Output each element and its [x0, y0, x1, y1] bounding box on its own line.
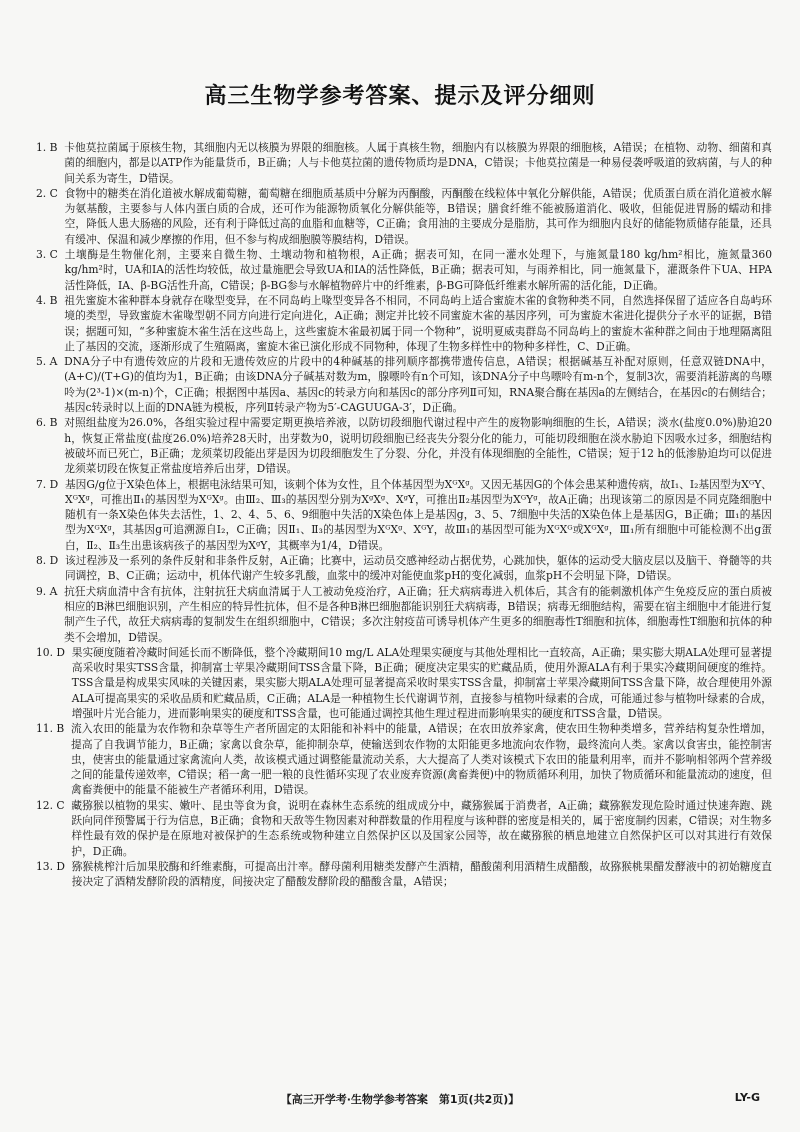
answer-explanation: 卡他莫拉菌属于原核生物，其细胞内无以核膜为界限的细胞核。人属于真核生物，细胞内有以核膜为界限的细胞核，A错误；在植物、动物、细菌和真菌的细胞内，都是以ATP作为能量货币，B正确；人与卡他莫拉菌的遗传物质均是DNA，C错误；卡他莫拉菌是一种易侵袭呼吸道的致病菌，与人的种间关系为寄生，D错误。: [64, 141, 772, 185]
answer-explanation: 猕猴桃榨汁后加果胶酶和纤维素酶，可提高出汁率。酵母菌利用糖类发酵产生酒精，醋酸菌利用酒精生成醋酸，故猕猴桃果醋发酵液中的初始糖度直接决定了酒精发酵阶段的酒精度，间接决定了醋酸发酵阶段的醋酸含量，A错误；: [71, 859, 772, 889]
answer-item: [36, 859, 772, 890]
answer-item: [36, 645, 772, 721]
answer-number: 7. D: [36, 477, 65, 491]
answer-item: [36, 140, 772, 186]
answer-item: [36, 584, 772, 645]
answer-explanation: 对照组盐度为26.0%，各组实验过程中需要定期更换培养液，以防切段细胞代谢过程中产生的废物影响细胞的生长，A错误；淡水(盐度0.0%)胁迫20 h，恢复正常盐度(盐度26.0%)培养28天时，出芽数为0，说明切段细胞已经丧失分裂分化的能力，可能切段细胞在淡水胁迫下因吸水过多，细胞结构被破坏而已死亡，B正确；龙须菜切段能出芽是因为切段细胞发生了分裂、分化，并没有体现细胞的全能性，C错误；短于12 h的低渗胁迫均可以促进龙须菜切段在恢复正常盐度培养后出芽，D错误。: [64, 416, 772, 476]
answer-explanation: 该过程涉及一系列的条件反射和非条件反射，A正确；比赛中，运动员交感神经动占据优势，心跳加快，躯体的运动受大脑皮层以及脑干、脊髓等的共同调控，B、C正确；运动中，机体代谢产生较多乳酸，血浆中的缓冲对能使血浆pH的变化减弱，血浆pH不会明显下降，D错误。: [64, 554, 772, 583]
answer-explanation: 食物中的糖类在消化道被水解成葡萄糖，葡萄糖在细胞质基质中分解为丙酮酸，丙酮酸在线粒体中氧化分解供能，A错误；优质蛋白质在消化道被水解为氨基酸，主要参与人体内蛋白质的合成，还可作为能源物质氧化分解供能等，B错误；膳食纤维不能被肠道消化、吸收，但能促进胃肠的蠕动和排空，降低人患大肠癌的风险，还有利于降低过高的血脂和血糖等，C正确；食用油的主要成分是脂肪，其可作为细胞内良好的储能物质储存能量，还具有缓冲、保温和减少摩擦的作用，但不参与构成细胞膜等膜结构，D错误。: [64, 186, 772, 246]
answer-number: 2. C: [36, 186, 65, 200]
answer-explanation: DNA分子中有遗传效应的片段和无遗传效应的片段中的4种碱基的排列顺序都携带遗传信息，A错误；根据碱基互补配对原则，任意双链DNA中，(A+C)/(T+G)的值均为1，B正确；由该DNA分子碱基对数为m，腺嘌呤有n个可知，该DNA分子中鸟嘌呤有m-n个，复制3次，需要消耗游离的鸟嘌呤为(2³-1)×(m-n)个，C正确；根据图中基因a、基因c的转录方向和基因c的部分序列Ⅱ可知，RNA聚合酶在基因a的左侧结合，在基因c的右侧结合；基因c转录时以上面的DNA链为模板，序列Ⅱ转录产物为5′-CAGUUGA-3′，D正确。: [64, 355, 772, 415]
answer-item: [36, 477, 772, 553]
answer-item: [36, 721, 772, 797]
answer-number: 13. D: [36, 859, 72, 873]
answer-number: 6. B: [36, 416, 65, 430]
answer-number: 8. D: [36, 554, 65, 568]
answer-item: [36, 553, 772, 584]
answer-item: [36, 186, 772, 247]
answer-explanation: 基因G/g位于X染色体上，根据电泳结果可知，该刺个体为女性，且个体基因型为XᴳXᵍ。又因无基因G的个体会患某种遗传病，故Ⅰ₁、Ⅰ₂基因型为XᴳY、XᴳXᵍ，可推出Ⅱ₁的基因型为XᴳXᵍ。由Ⅲ₂、Ⅲ₃的基因型分别为XᵍXᵍ、XᵍY，可推出Ⅱ₂基因型为XᴳYᵍ，故A正确；出现该第二的原因是不同克隆细胞中随机有一条X染色体失去活性，1、2、4、5、6、9细胞中失活的X染色体上是基因g，3、5、7细胞中失活的X染色体上是基因G，B正确；Ⅲ₁的基因型为XᴳXᵍ，其基因g可追溯源自Ⅰ₂，C正确；因Ⅱ₁、Ⅱ₃的基因型为XᴳXᵍ、XᴳY，故Ⅲ₁的基因型可能为XᴳXᴳ或XᴳXᵍ，Ⅲ₁所有细胞中可能检测不出g蛋白，Ⅱ₂、Ⅱ₃生出患该病孩子的基因型为XᵍY，其概率为1/4，D错误。: [64, 477, 772, 552]
answer-number: 3. C: [36, 248, 65, 262]
answer-number: 4. B: [36, 293, 65, 307]
answer-item: [36, 354, 772, 415]
answer-explanation: 流入农田的能量为农作物和杂草等生产者所固定的太阳能和补料中的能量，A错误；在农田放养家禽，使农田生物种类增多，营养结构复杂性增加，提高了自我调节能力，B正确；家禽以食杂草，能抑制杂草，使输送到农作物的太阳能更多地流向农作物，最终流向人类。家禽以食害虫，能控制害虫，使害虫的能量通过家禽流向人类，故该模式通过调整能量流动关系，大大提高了人类对该模式下农田的能量利用率，而并不影响相邻两个营养级之间的能量传递效率，C错误；稻一禽一肥一粮的良性循环实现了农业废弃资源(禽畜粪便)中的物质循环利用，加快了物质循环和能量流动的速度，但禽畜粪便中的能量不能被生产者循环利用，D错误。: [71, 722, 772, 797]
page-title: 高三生物学参考答案、提示及评分细则: [204, 84, 596, 109]
answer-explanation: 果实硬度随着冷藏时间延长而不断降低，整个冷藏期间10 mg/L ALA处理果实硬度与其他处理相比一直较高，A正确；果实膨大期ALA处理可显著提高采收时果实TSS含量，抑制富士苹果冷藏期间TSS含量下降，B正确；硬度决定果实的贮藏品质，使用外源ALA有利于果实冷藏期间硬度的维持。TSS含量是构成果实风味的关键因素，果实膨大期ALA处理可显著提高采收时果实TSS含量，抑制富士苹果冷藏期间TSS含量下降，故合理使用外源ALA可提高果实的采收品质和贮藏品质，C正确；ALA是一种植物生长代谢调节剂，直接参与植物叶绿素的合成，可能通过参与植物叶绿素的合成，增强叶片光合能力，进而影响果实的硬度和TSS含量，也可能通过调控其他生理过程进而影响果实的硬度和TSS含量，D错误。: [71, 645, 772, 720]
answer-number: 5. A: [36, 355, 65, 369]
answer-number: 1. B: [36, 141, 65, 154]
footer-page-info: 【高三开学考·生物学参考答案 第1页(共2页)】: [280, 1093, 520, 1106]
footer-code: LY-G: [734, 1091, 760, 1104]
answer-number: 12. C: [36, 798, 72, 812]
answer-explanation: 祖先蜜旋木雀种群本身就存在喙型变异，在不同岛屿上喙型变异各不相同，不同岛屿上适合蜜旋木雀的食物种类不同，自然选择保留了适应各自岛屿环境的类型，导致蜜旋木雀喙型朝不同方向进行定向进化，A正确；测定并比较不同蜜旋木雀的基因序列，可为蜜旋木雀进化提供分子水平的证据，B错误；据题可知，“多种蜜旋木雀生活在这些岛上，这些蜜旋木雀最初属于同一个物种”，说明夏威夷群岛不同岛屿上的蜜旋木雀种群之间由于地理隔离阻止了基因的交流，逐渐形成了生殖隔离，蜜旋木雀已演化形成不同物种，体现了生物多样性中的物种多样性，C、D正确。: [64, 293, 772, 353]
answer-item: [36, 798, 772, 859]
answer-explanation: 抗狂犬病血清中含有抗体，注射抗狂犬病血清属于人工被动免疫治疗，A正确；狂犬病病毒进入机体后，其含有的能刺激机体产生免疫反应的蛋白质被相应的B淋巴细胞识别，产生相应的特异性抗体，但不是各种B淋巴细胞都能识别狂犬病病毒，B错误；病毒无细胞结构，需要在宿主细胞中才能进行复制产生子代，故狂犬病病毒的复制发生在组织细胞中，C错误；多次注射疫苗可诱导机体产生更多的细胞毒性T细胞和抗体，细胞毒性T细胞和抗体的种类不会增加，D错误。: [64, 584, 772, 644]
answer-item: [36, 293, 772, 354]
answer-explanation: 土壤酶是生物催化剂，主要来自微生物、土壤动物和植物根，A正确；据表可知，在同一灌水处理下，与施氮量180 kg/hm²相比，施氮量360 kg/hm²时，UA和IA的活性均较低，故过量施肥会导致UA和IA的活性降低，B正确；据表可知，与雨养相比，同一施氮量下，灌溉条件下UA、HPA活性降低，IA、β-BG活性升高，C错误；β-BG参与水解植物碎片中的纤维素，β-BG可降低纤维素水解所需的活化能，D正确。: [64, 248, 772, 292]
answer-number: 9. A: [36, 584, 65, 598]
answer-item: [36, 247, 772, 293]
answer-number: 10. D: [36, 645, 72, 659]
answer-explanation: 藏猕猴以植物的果实、嫩叶、昆虫等食为食，说明在森林生态系统的组成成分中，藏猕猴属于消费者，A正确；藏猕猴发现危险时通过快速奔跑、跳跃向同伴预警属于行为信息，B正确；食物和天敌等生物因素对种群数量的作用程度与该种群的密度是相关的，属于密度制约因素，C错误；对生物多样性最有效的保护是在原地对被保护的生态系统或物种建立自然保护区以及国家公园等，故在藏猕猴的栖息地建立自然保护区可以对其进行有效保护，D正确。: [71, 798, 772, 858]
answer-list: [36, 140, 772, 890]
answer-item: [36, 415, 772, 476]
answer-number: 11. B: [36, 722, 72, 736]
